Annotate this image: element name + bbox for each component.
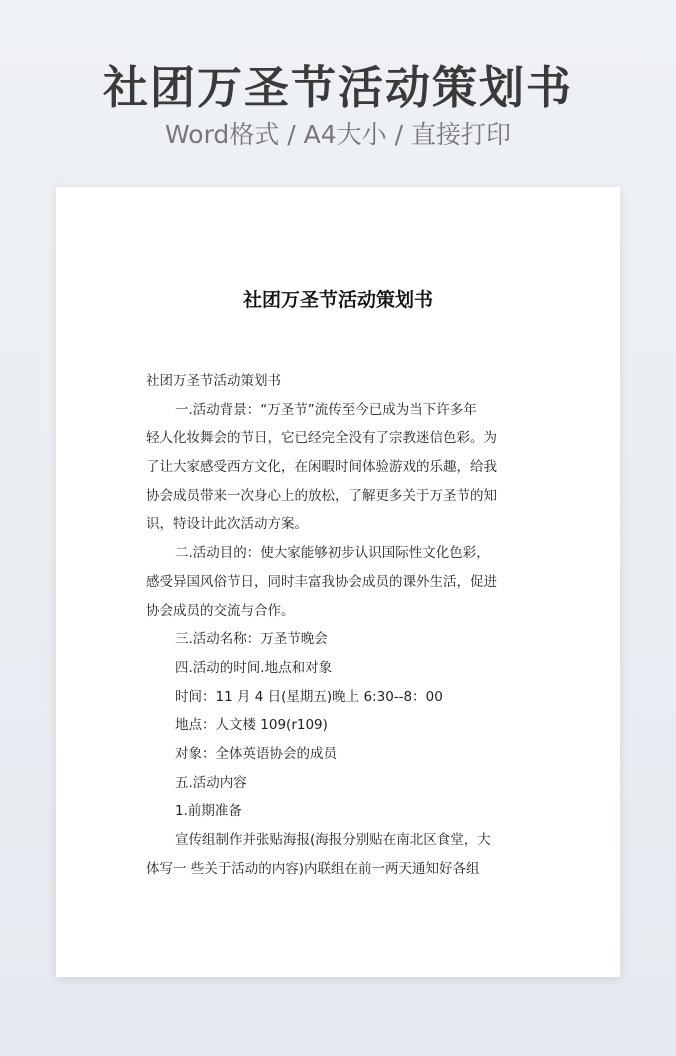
document-line: 宣传组制作并张贴海报(海报分别贴在南北区食堂，大 bbox=[175, 832, 491, 848]
document-line: 体写一 些关于活动的内容)内联组在前一两天通知好各组 bbox=[146, 860, 480, 877]
document-line: 轻人化妆舞会的节日，它已经完全没有了宗教迷信色彩。为 bbox=[146, 430, 497, 447]
banner-title: 社团万圣节活动策划书 bbox=[102, 61, 573, 114]
document-line: 一.活动背景：“万圣节”流传至今已成为当下许多年 bbox=[175, 401, 477, 418]
document-line: 地点：人文楼 109(r109) bbox=[175, 717, 328, 734]
document-line: 对象：全体英语协会的成员 bbox=[175, 745, 337, 762]
document-line: 识，特设计此次活动方案。 bbox=[146, 516, 308, 533]
document-line: 五.活动内容 bbox=[175, 774, 247, 791]
document-line: 协会成员带来一次身心上的放松，了解更多关于万圣节的知 bbox=[146, 487, 497, 504]
document-line: 四.活动的时间.地点和对象 bbox=[175, 659, 333, 676]
document-title: 社团万圣节活动策划书 bbox=[242, 289, 433, 311]
document-line: 时间：11 月 4 日(星期五)晚上 6:30--8：00 bbox=[175, 688, 443, 705]
document-line: 社团万圣节活动策划书 bbox=[146, 373, 281, 389]
document-line: 二.活动目的：使大家能够初步认识国际性文化色彩， bbox=[175, 545, 490, 562]
document-line: 1.前期准备 bbox=[175, 803, 242, 820]
banner-subtitle: Word格式 / A4大小 / 直接打印 bbox=[165, 120, 511, 149]
document-line: 了让大家感受西方文化，在闲暇时间体验游戏的乐趣，给我 bbox=[146, 459, 497, 476]
document-line: 三.活动名称：万圣节晚会 bbox=[175, 631, 328, 648]
document-line: 感受异国风俗节日，同时丰富我协会成员的课外生活，促进 bbox=[146, 573, 497, 590]
document-page bbox=[56, 187, 620, 977]
document-body bbox=[146, 367, 530, 883]
document-line: 协会成员的交流与合作。 bbox=[146, 602, 295, 619]
